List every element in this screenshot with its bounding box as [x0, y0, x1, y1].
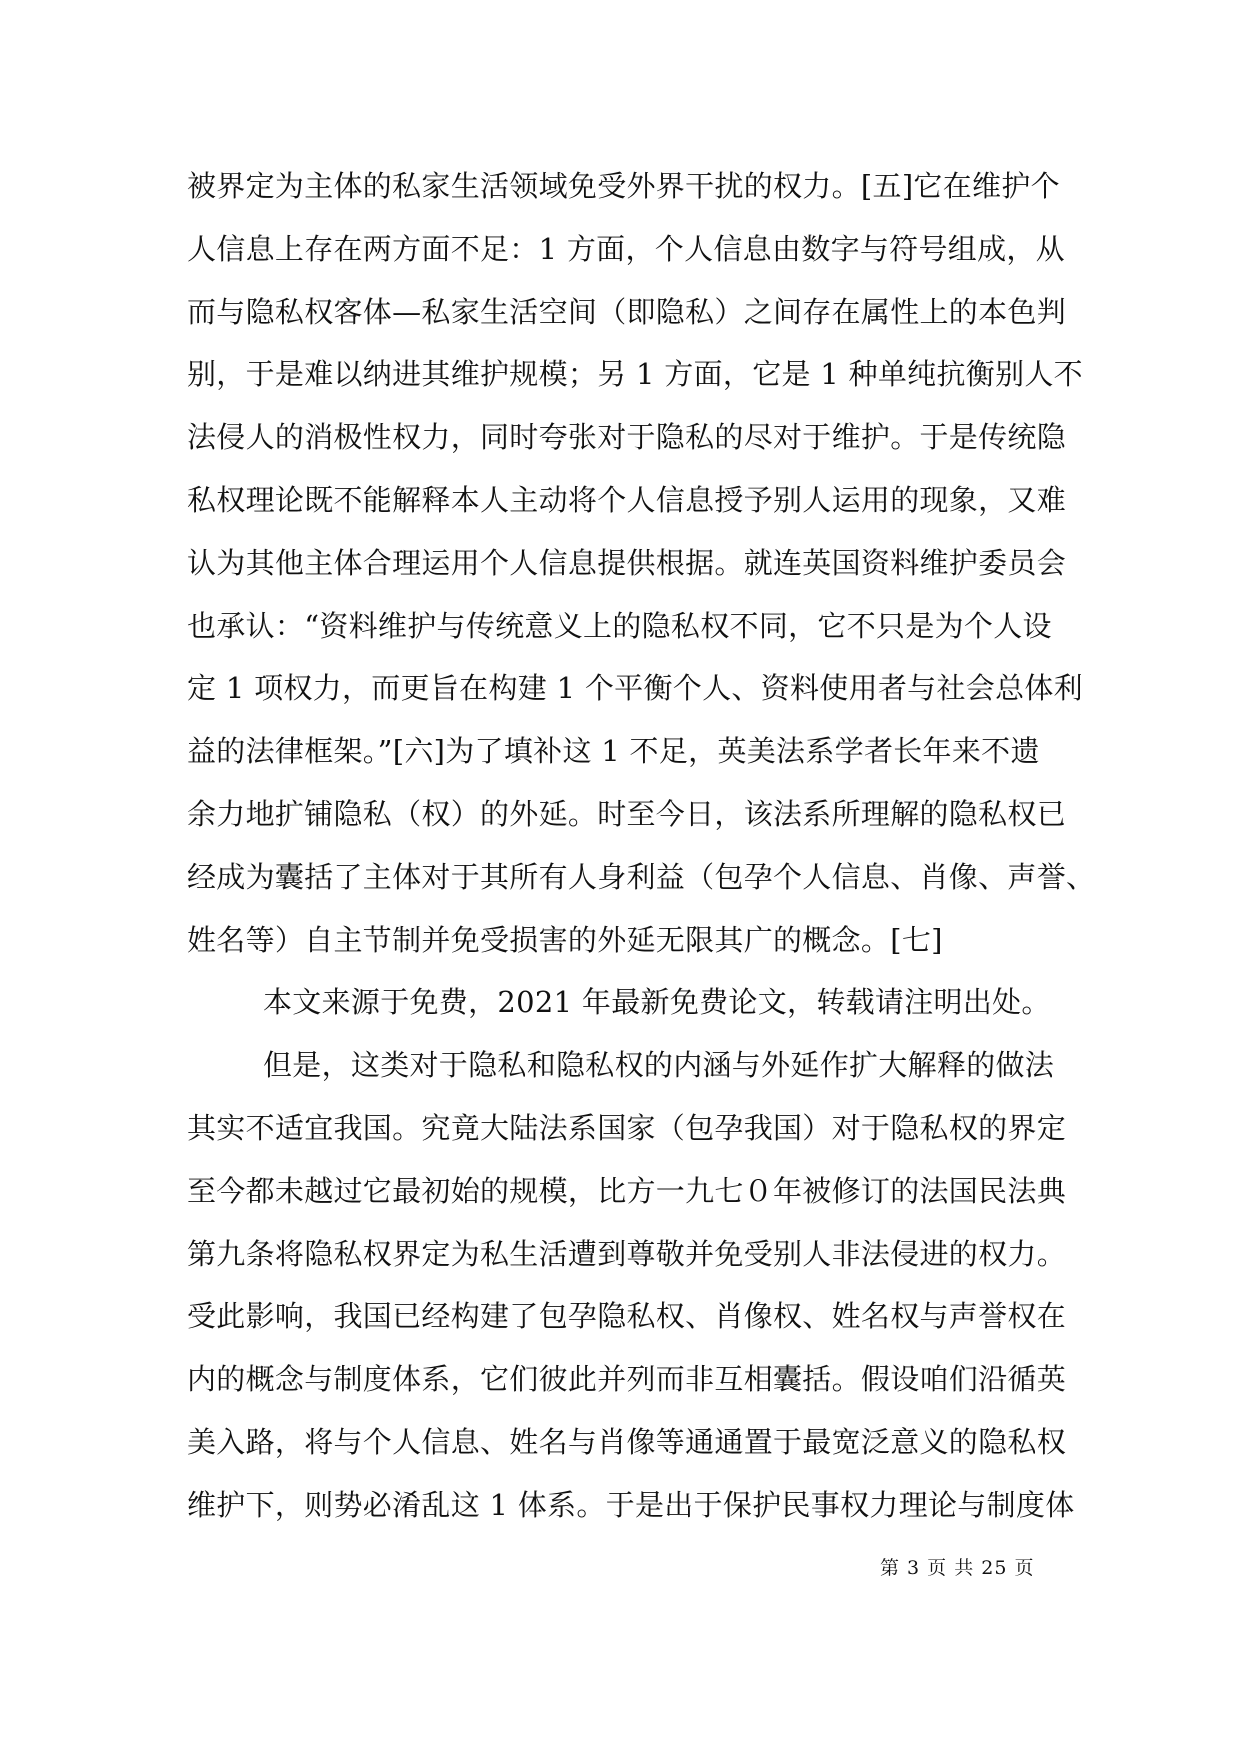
text-line: 被界定为主体的私家生活领域免受外界干扰的权力。[五]它在维护个 [187, 169, 1060, 203]
paragraph-first-line: 本文来源于免费，2021 年最新免费论文，转载请注明出处。 [263, 985, 1051, 1020]
text-line: 益的法律框架。”[六]为了填补这 1 不足，英美法系学者长年来不遗 [187, 734, 1040, 769]
text-line: 也承认：“资料维护与传统意义上的隐私权不同，它不只是为个人设 [187, 608, 1052, 643]
text-line: 定 1 项权力，而更旨在构建 1 个平衡个人、资料使用者与社会总体利 [187, 671, 1083, 706]
text-line: 余力地扩铺隐私（权）的外延。时至今日，该法系所理解的隐私权已 [187, 796, 1067, 831]
text-line: 别，于是难以纳进其维护规模；另 1 方面，它是 1 种单纯抗衡别人不 [187, 357, 1083, 392]
text-line: 而与隐私权客体—私家生活空间（即隐私）之间存在属性上的本色判 [187, 294, 1067, 329]
text-line: 至今都未越过它最初始的规模，比方一九七０年被修订的法国民法典 [187, 1173, 1067, 1208]
page-number-footer: 第 3 页 共 25 页 [880, 1557, 1035, 1579]
text-line: 法侵人的消极性权力，同时夸张对于隐私的尽对于维护。于是传统隐 [187, 420, 1067, 455]
text-line: 维护下，则势必淆乱这 1 体系。于是出于保护民事权力理论与制度体 [187, 1487, 1075, 1522]
text-line: 认为其他主体合理运用个人信息提供根据。就连英国资料维护委员会 [187, 545, 1067, 580]
text-line: 私权理论既不能解释本人主动将个人信息授予别人运用的现象，又难 [187, 482, 1067, 517]
body-text [187, 155, 1096, 1537]
text-line: 第九条将隐私权界定为私生活遭到尊敬并免受别人非法侵进的权力。 [187, 1236, 1067, 1271]
text-line: 人信息上存在两方面不足：1 方面，个人信息由数字与符号组成，从 [187, 231, 1065, 266]
text-line: 内的概念与制度体系，它们彼此并列而非互相囊括。假设咱们沿循英 [187, 1362, 1067, 1397]
paragraph-first-line: 但是，这类对于隐私和隐私权的内涵与外延作扩大解释的做法 [263, 1048, 1055, 1083]
text-line: 经成为囊括了主体对于其所有人身利益（包孕个人信息、肖像、声誉、 [187, 859, 1096, 894]
text-line: 姓名等）自主节制并免受损害的外延无限其广的概念。[七] [187, 922, 943, 957]
text-line: 其实不适宜我国。究竟大陆法系国家（包孕我国）对于隐私权的界定 [187, 1110, 1067, 1145]
text-line: 受此影响，我国已经构建了包孕隐私权、肖像权、姓名权与声誉权在 [187, 1299, 1067, 1334]
text-line: 美入路，将与个人信息、姓名与肖像等通通置于最宽泛意义的隐私权 [187, 1424, 1067, 1459]
